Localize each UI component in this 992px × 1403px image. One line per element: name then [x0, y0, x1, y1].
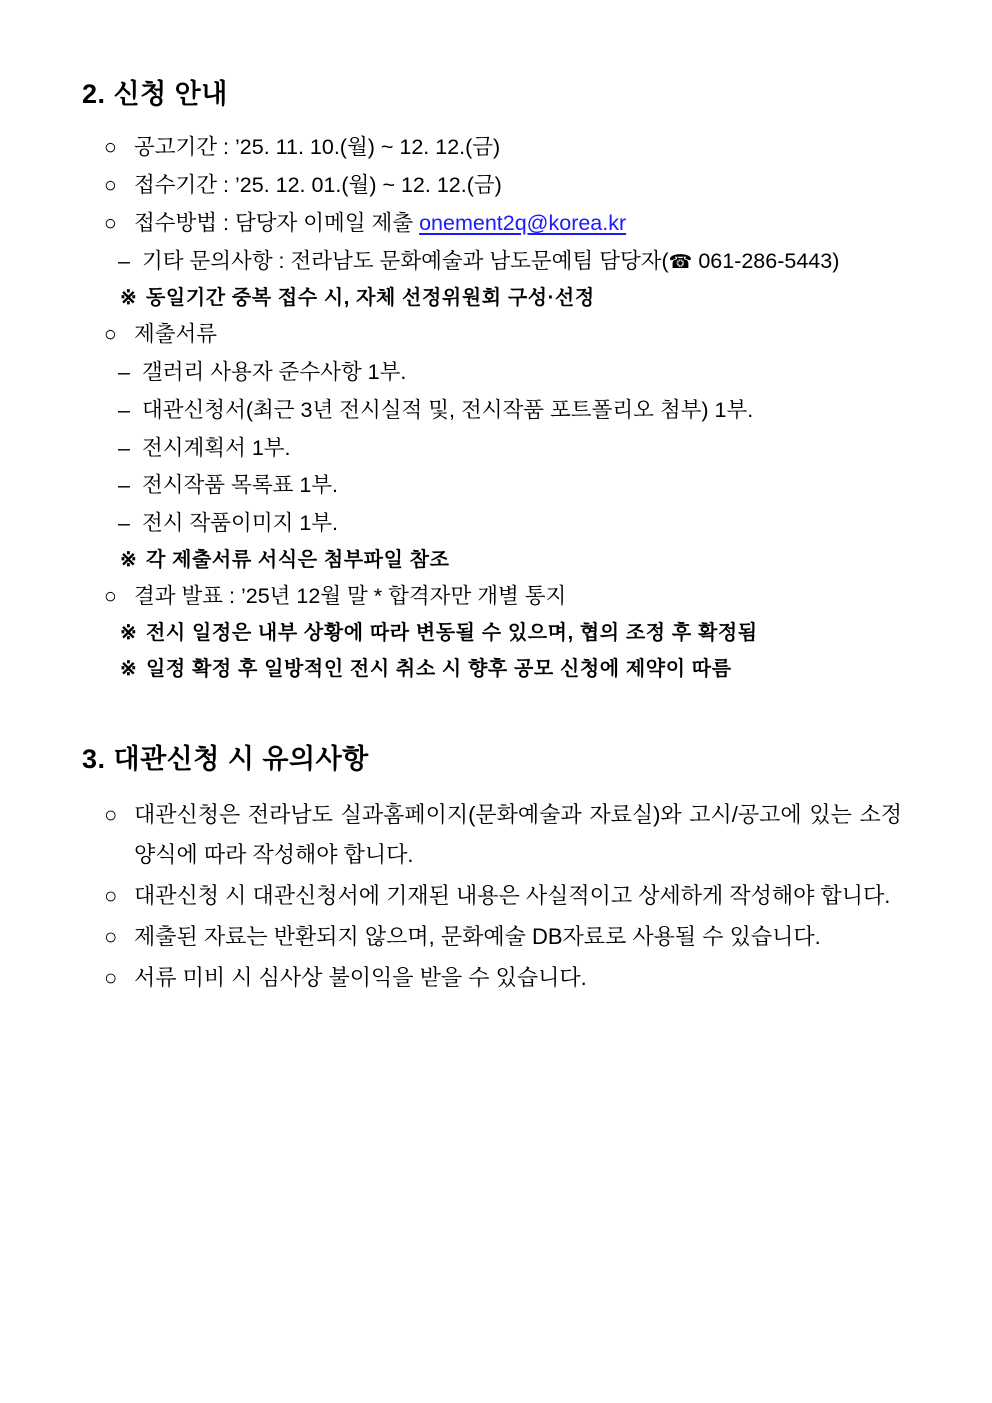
circle-bullet-icon: ○ [104, 322, 117, 347]
result-announcement-text: 결과 발표 : ’25년 12월 말 * 합격자만 개별 통지 [134, 584, 567, 609]
circle-bullet-icon: ○ [104, 882, 118, 908]
list-item [82, 168, 922, 203]
note-duplicate-application [82, 282, 922, 314]
circle-bullet-icon: ○ [104, 802, 118, 828]
list-item [82, 431, 922, 466]
documents-header-text: 제출서류 [134, 322, 218, 347]
dash-bullet-icon: – [118, 248, 130, 273]
contact-email-link[interactable]: onement2q@korea.kr [419, 211, 627, 236]
dash-bullet-icon: – [118, 511, 130, 536]
note-schedule-change [82, 617, 922, 649]
note-cancellation-penalty-text: 일정 확정 후 일방적인 전시 취소 시 향후 공모 신청에 제약이 따름 [146, 657, 732, 680]
note-cancellation-penalty [82, 653, 922, 685]
caution-item-text: 대관신청은 전라남도 실과홈페이지(문화예술과 자료실)와 고시/공고에 있는 소정양식에 따라 작성해야 합니다. [134, 802, 902, 867]
asterisk-note-icon: ※ [120, 657, 138, 680]
notice-period-text: 공고기간 : ’25. 11. 10.(월) ~ 12. 12.(금) [134, 135, 501, 160]
contact-phone-number: 061-286-5443) [692, 248, 840, 273]
note-duplicate-text: 동일기간 중복 접수 시, 자체 선정위원회 구성·선정 [146, 286, 595, 309]
dash-bullet-icon: – [118, 397, 130, 422]
list-item [82, 130, 922, 165]
caution-item-text: 대관신청 시 대관신청서에 기재된 내용은 사실적이고 상세하게 작성해야 합니다. [134, 882, 891, 908]
dash-bullet-icon: – [118, 435, 130, 460]
circle-bullet-icon: ○ [104, 923, 118, 949]
application-period-text: 접수기간 : ’25. 12. 01.(월) ~ 12. 12.(금) [134, 173, 502, 198]
document-item-text: 전시작품 목록표 1부. [142, 473, 339, 498]
circle-bullet-icon: ○ [104, 173, 117, 198]
list-item-submission-method [82, 206, 922, 241]
asterisk-note-icon: ※ [120, 286, 138, 309]
list-item-documents-header [82, 317, 922, 352]
section-3-heading: 3. 대관신청 시 유의사항 [82, 744, 369, 775]
dash-bullet-icon: – [118, 473, 130, 498]
contact-inquiry-text [142, 244, 922, 279]
circle-bullet-icon: ○ [104, 211, 117, 236]
asterisk-note-icon: ※ [120, 549, 138, 572]
list-item [82, 958, 922, 997]
circle-bullet-icon: ○ [104, 965, 118, 991]
note-schedule-change-text: 전시 일정은 내부 상황에 따라 변동될 수 있으며, 협의 조정 후 확정됨 [146, 622, 758, 645]
submission-method-prefix: 접수방법 : 담당자 이메일 제출 [134, 211, 420, 236]
document-item-text: 전시 작품이미지 1부. [142, 511, 339, 536]
list-item [82, 795, 922, 873]
caution-item-text: 제출된 자료는 반환되지 않으며, 문화예술 DB자료로 사용될 수 있습니다. [134, 923, 821, 949]
dash-bullet-icon: – [118, 359, 130, 384]
circle-bullet-icon: ○ [104, 135, 117, 160]
circle-bullet-icon: ○ [104, 584, 117, 609]
asterisk-note-icon: ※ [120, 622, 138, 645]
list-item [82, 506, 922, 541]
note-forms-attachment [82, 544, 922, 576]
list-item-result-announcement [82, 579, 922, 614]
list-item [82, 917, 922, 956]
list-item [82, 393, 922, 428]
list-item-contact [82, 244, 922, 279]
caution-item-text: 서류 미비 시 심사상 불이익을 받을 수 있습니다. [134, 965, 587, 991]
telephone-icon: ☎ [668, 251, 693, 273]
section-2-heading: 2. 신청 안내 [82, 79, 228, 109]
note-forms-text: 각 제출서류 서식은 첨부파일 참조 [146, 549, 450, 572]
submission-method-text [134, 206, 922, 241]
document-item-text: 전시계획서 1부. [142, 435, 291, 460]
contact-inquiry-prefix: 기타 문의사항 : 전라남도 문화예술과 남도문예팀 담당자( [142, 248, 669, 273]
document-item-text: 갤러리 사용자 준수사항 1부. [142, 359, 407, 384]
list-item [82, 468, 922, 503]
list-item [82, 355, 922, 390]
list-item [82, 876, 922, 915]
document-item-text: 대관신청서(최근 3년 전시실적 및, 전시작품 포트폴리오 첨부) 1부. [142, 397, 754, 422]
